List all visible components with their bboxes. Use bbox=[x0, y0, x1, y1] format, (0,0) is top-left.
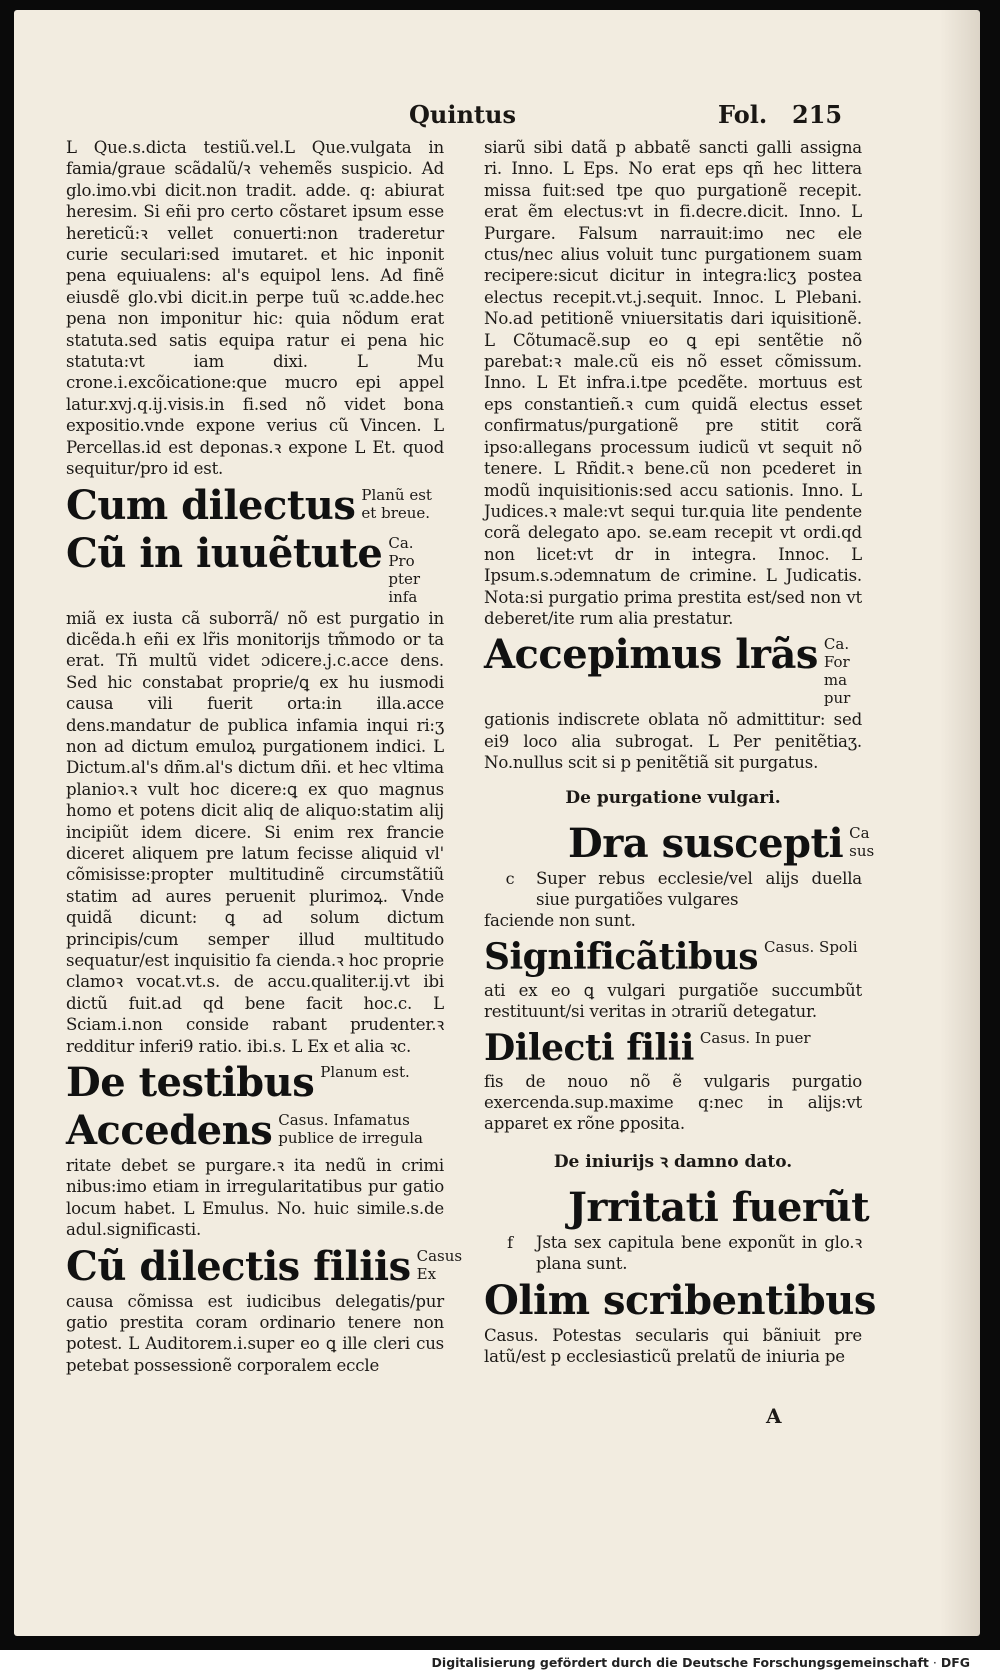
left-paragraph-2: miã ex iusta cã suborrã/ nõ est purgatio in dicẽda.h eñi ex lr̃is monitorijs tm̃modo or ta erat. Tñ multũ videt ɔdicere.j.c.acce dens. Sed hic constabat proprie/ꝗ ex hu iusmodi causa vili fuerit orta:in illa.acce dens.mandatur de publica infamia inqui ri:ʒ non ad dictum emuloꝝ purgationem indici. L Dictum.al's dñm.al's dictum dñi. et hec vltima planioꝛ.ꝛ vult hoc dicere:ꝗ ex quo magnus homo et potens dicit aliq de aliquo:statim alij incipiũt idem dicere. Si enim rex francie diceret aliquem pre latum fecisse aliquid vl' cõmisisse:propter multitudinẽ circumstãtiũ statim ad aures peruenit plurimoꝝ. Vnde quidã dicunt: ꝗ ad solum dictum principis/cum semper illud multitudo sequatur/est inquisitio fa cienda.ꝛ hoc proprie clamoꝛ vocat.vt.s. de accu.qualiter.ij.vt ibi dictũ fuit.ad qd bene facit hoc.c. L Sciam.i.non conside rabant prudenter.ꝛ redditur inferi9 ratio. ibi.s. L Ex et alia ꝛc. bbox=[66, 608, 444, 1056]
heading-note: Casus. In puer bbox=[699, 1028, 811, 1047]
right-paragraph-2: gationis indiscrete oblata nõ admittitur: sed ei9 loco alia subrogat. L Per penitẽtiaʒ. No.nullus scit si p penitẽtiã sit purgatus. bbox=[484, 710, 862, 773]
heading-accedens bbox=[66, 1109, 444, 1153]
dfg-logo: DFG bbox=[940, 1655, 970, 1670]
heading-title: De testibus bbox=[66, 1059, 315, 1107]
marker-c: c bbox=[505, 868, 515, 888]
section-title-vulgari: De purgatione vulgari. bbox=[565, 787, 781, 808]
right-column bbox=[484, 137, 876, 1367]
running-head: Quintus bbox=[409, 100, 516, 129]
heading-olim bbox=[484, 1276, 876, 1324]
heading-title: Accedens bbox=[66, 1107, 273, 1155]
right-paragraph-7: Casus. Potestas secularis qui bãniuit pre latũ/est p ecclesiasticũ prelatũ de iniuria pe bbox=[484, 1325, 862, 1367]
left-column bbox=[66, 137, 463, 1376]
section-title-iniurijs: De iniurijs ꝛ damno dato. bbox=[553, 1151, 793, 1172]
folio-number: 215 bbox=[792, 100, 843, 129]
heading-note: Ca. Pro pter infa bbox=[388, 533, 421, 606]
heading-title: Jrritati fuerũt bbox=[568, 1183, 870, 1231]
heading-title: Olim scribentibus bbox=[484, 1276, 876, 1324]
heading-title: Accepimus lrãs bbox=[484, 631, 818, 679]
heading-title: Significãtibus bbox=[484, 935, 759, 978]
heading-accepimus bbox=[484, 633, 862, 707]
catchword: A bbox=[766, 1404, 782, 1428]
footer-credit: Digitalisierung gefördert durch die Deutsche Forschungsgemeinschaft · DFG bbox=[431, 1655, 970, 1670]
heading-cum-dilectus bbox=[66, 481, 444, 529]
heading-dilecti-filii bbox=[484, 1027, 862, 1069]
right-paragraph-3 bbox=[484, 868, 862, 911]
heading-irritati bbox=[484, 1183, 870, 1231]
right-paragraph-4: ati ex eo ꝗ vulgari purgatiõe succumbũt restituunt/si veritas in ɔtrariũ detegatur. bbox=[484, 980, 862, 1022]
heading-note: Casus Ex bbox=[416, 1246, 463, 1283]
paragraph-text: Jsta sex capitula bene exponũt in glo.ꝛ plana sunt. bbox=[536, 1232, 862, 1274]
left-paragraph-4: causa cõmissa est iudicibus delegatis/pur gatio prestita coram ordinario tenere non potest. L Auditorem.i.super eo ꝗ ille cleri cus petebat possessionẽ corporalem eccle bbox=[66, 1291, 444, 1375]
footer-credit-text: Digitalisierung gefördert durch die Deutsche Forschungsgemeinschaft bbox=[431, 1655, 929, 1670]
heading-title: Cũ in iuuẽtute bbox=[66, 529, 383, 577]
heading-note: Planum est. bbox=[320, 1063, 410, 1082]
heading-de-testibus bbox=[66, 1061, 444, 1105]
book-page bbox=[14, 10, 980, 1636]
heading-note: Casus. Spoli bbox=[764, 937, 858, 956]
heading-note: Casus. Infamatus publice de irregula bbox=[278, 1111, 423, 1148]
heading-cu-in-iuuentute bbox=[66, 529, 444, 606]
heading-note: Planũ est et breue. bbox=[361, 485, 432, 522]
heading-title: Cum dilectus bbox=[66, 481, 356, 529]
right-paragraph-3-rest: faciende non sunt. bbox=[484, 911, 636, 931]
marker-f: f bbox=[507, 1232, 513, 1252]
right-paragraph-5: fis de nouo nõ ẽ vulgaris purgatio exercenda.sup.maxime q:nec in alijs:vt apparet ex rõne ꝑposita. bbox=[484, 1071, 862, 1134]
heading-title: Cũ dilectis filiis bbox=[66, 1242, 411, 1290]
heading-title: Dra suscepti bbox=[568, 819, 844, 867]
heading-title: Dilecti filii bbox=[484, 1026, 694, 1069]
heading-cu-dilectis bbox=[66, 1242, 463, 1290]
heading-dra-suscepti bbox=[484, 819, 875, 867]
folio-label: Fol. bbox=[718, 100, 768, 129]
left-paragraph-3: ritate debet se purgare.ꝛ ita nedũ in crimi nibus:imo etiam in irregularitatibus pur gatio locum habet. L Emulus. No. huic simile.s.de adul.significasti. bbox=[66, 1156, 444, 1240]
heading-significatibus bbox=[484, 936, 862, 978]
right-paragraph-1: siarũ sibi datã p abbatẽ sancti galli assigna ri. Inno. L Eps. No erat eps qñ hec littera missa fuit:sed tpe quo purgationẽ recepit. erat ẽm electus:vt in fi.decre.dicit. Inno. L Purgare. Falsum narrauit:imo nec ele ctus/nec alius voluit tunc purgationem suam recipere:sicut dicitur in integra:licʒ postea electus recepit.vt.j.sequit. Innoc. L Plebani. No.ad petitionẽ vniuersitatis dari iquisitionẽ. L Cõtumacẽ.sup eo ꝗ epi sentẽtie nõ parebat:ꝛ male.cũ eis nõ esset cõmissum. Inno. L Et infra.i.tpe pcedẽte. mortuus est eps constantieñ.ꝛ cum quidã electus esset confirmatus/purgationẽ pre stitit corã ipso:allegans processum iudicũ vt sequit nõ tenere. L Rñdit.ꝛ bene.cũ non pcederet in modũ inquisitionis:sed accu sationis. Inno. L Judices.ꝛ male:vt sequi tur.quia lite pendente corã delegato apo. se.eam recepit vt ordi.qd non licet:vt dr in integra. Innoc. L Ipsum.s.ɔdemnatum de crimine. L Judicatis. Nota:si purgatio prima prestita est/sed non vt deberet/ite rum alia prestatur. bbox=[484, 138, 862, 628]
page-header bbox=[14, 100, 980, 130]
footer-bar bbox=[0, 1650, 1000, 1675]
right-paragraph-6 bbox=[484, 1232, 862, 1275]
heading-note: Ca sus bbox=[849, 823, 875, 860]
heading-note: Ca. For ma pur bbox=[823, 635, 851, 708]
paragraph-text: Super rebus ecclesie/vel alijs duella siue purgatiões vulgares bbox=[536, 868, 862, 909]
left-paragraph-1: L Que.s.dicta testiũ.vel.L Que.vulgata in famia/graue scãdalũ/ꝛ vehemẽs suspicio. Ad glo.imo.vbi dicit.non tradit. adde. q: abiurat heresim. Si eñi pro certo cõstaret ipsum esse hereticũ:ꝛ vellet conuerti:non traderetur curie seculari:sed imutaret. et hic inponit pena equiualens: al's equipol lens. Ad finẽ eiusdẽ glo.vbi dicit.in perpe tuũ ꝛc.adde.hec pena non imponitur hic: quia nõdum erat statuta.sed satis equipa ratur ei pena hic statuta:vt iam dixi. L Mu crone.i.excõicatione:que mucro epi appel latur.xvj.q.ij.visis.in fi.sed nõ videt bona expositio.vnde expone verius cũ Vincen. L Percellas.id est deponas.ꝛ expone L Et. quod sequitur/pro id est. bbox=[66, 138, 444, 479]
